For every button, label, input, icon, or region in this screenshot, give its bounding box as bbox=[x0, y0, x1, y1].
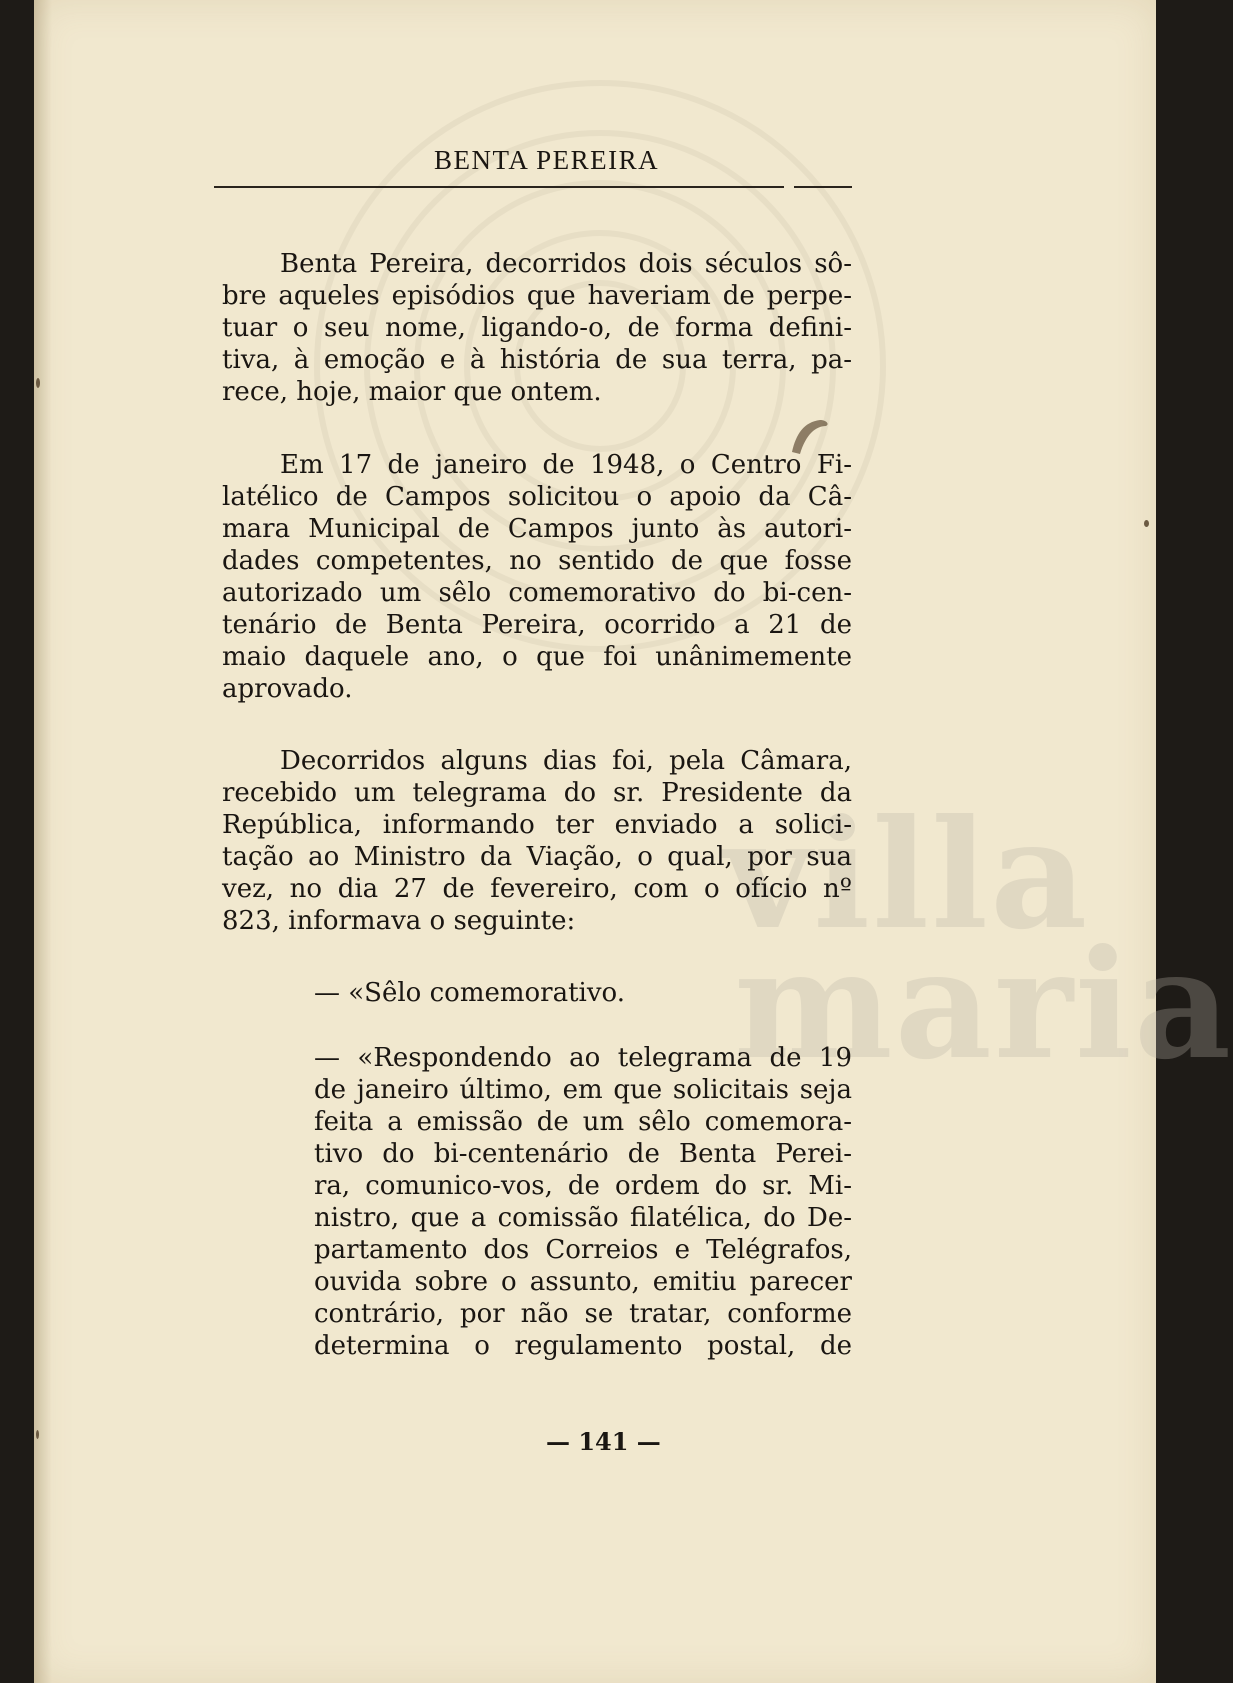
text-line: mara Municipal de Campos junto às autori- bbox=[222, 514, 852, 544]
text-line: tiva, à emoção e à história de sua terra, pa- bbox=[222, 345, 852, 375]
text-line: contrário, por não se tratar, conforme bbox=[314, 1299, 852, 1329]
text-line: aprovado. bbox=[222, 674, 353, 704]
running-head: BENTA PEREIRA bbox=[434, 145, 660, 175]
text-line: maio daquele ano, o que foi unânimemente bbox=[222, 642, 852, 672]
text-line: partamento dos Correios e Telégrafos, bbox=[314, 1235, 852, 1265]
text-line: feita a emissão de um sêlo comemora- bbox=[314, 1107, 852, 1137]
text-line: nistro, que a comissão filatélica, do De- bbox=[314, 1203, 852, 1233]
text-line: 823, informava o seguinte: bbox=[222, 906, 576, 936]
header-rule-short bbox=[794, 186, 852, 188]
watermark-word-maria: maria bbox=[734, 917, 1233, 1093]
text-line: dades competentes, no sentido de que fosse bbox=[222, 546, 852, 576]
margin-speck bbox=[36, 1430, 39, 1439]
text-line: recebido um telegrama do sr. Presidente da bbox=[222, 778, 852, 808]
text-line: — «Respondendo ao telegrama de 19 bbox=[314, 1043, 852, 1073]
text-line: ra, comunico-vos, de ordem do sr. Mi- bbox=[314, 1171, 852, 1201]
margin-speck bbox=[1144, 520, 1149, 527]
text-line: autorizado um sêlo comemorativo do bi-cen- bbox=[222, 578, 852, 608]
margin-speck bbox=[36, 378, 40, 388]
text-line: tação ao Ministro da Viação, o qual, por sua bbox=[222, 842, 852, 872]
header-rule bbox=[214, 186, 784, 188]
text-line: — «Sêlo comemorativo. bbox=[314, 978, 626, 1008]
text-line: determina o regulamento postal, de bbox=[314, 1331, 852, 1361]
text-line: República, informando ter enviado a solici- bbox=[222, 810, 852, 840]
text-line: vez, no dia 27 de fevereiro, com o ofício nº bbox=[222, 874, 852, 904]
watermark-word-villa: villa bbox=[724, 787, 1090, 963]
text-line: ouvida sobre o assunto, emitiu parecer bbox=[314, 1267, 852, 1297]
text-line: de janeiro último, em que solicitais seja bbox=[314, 1075, 852, 1105]
book-page bbox=[34, 0, 1233, 1683]
text-line: bre aqueles episódios que haveriam de perpe- bbox=[222, 281, 852, 311]
text-line: rece, hoje, maior que ontem. bbox=[222, 377, 602, 407]
text-line: Benta Pereira, decorridos dois séculos sô- bbox=[280, 249, 852, 279]
text-line: Decorridos alguns dias foi, pela Câmara, bbox=[280, 746, 852, 776]
page-number: — 141 — bbox=[546, 1427, 661, 1456]
text-line: tuar o seu nome, ligando-o, de forma defini- bbox=[222, 313, 852, 343]
text-line: Em 17 de janeiro de 1948, o Centro Fi- bbox=[280, 450, 852, 480]
text-line: latélico de Campos solicitou o apoio da Câ- bbox=[222, 482, 852, 512]
text-line: tivo do bi-centenário de Benta Perei- bbox=[314, 1139, 852, 1169]
text-line: tenário de Benta Pereira, ocorrido a 21 de bbox=[222, 610, 852, 640]
